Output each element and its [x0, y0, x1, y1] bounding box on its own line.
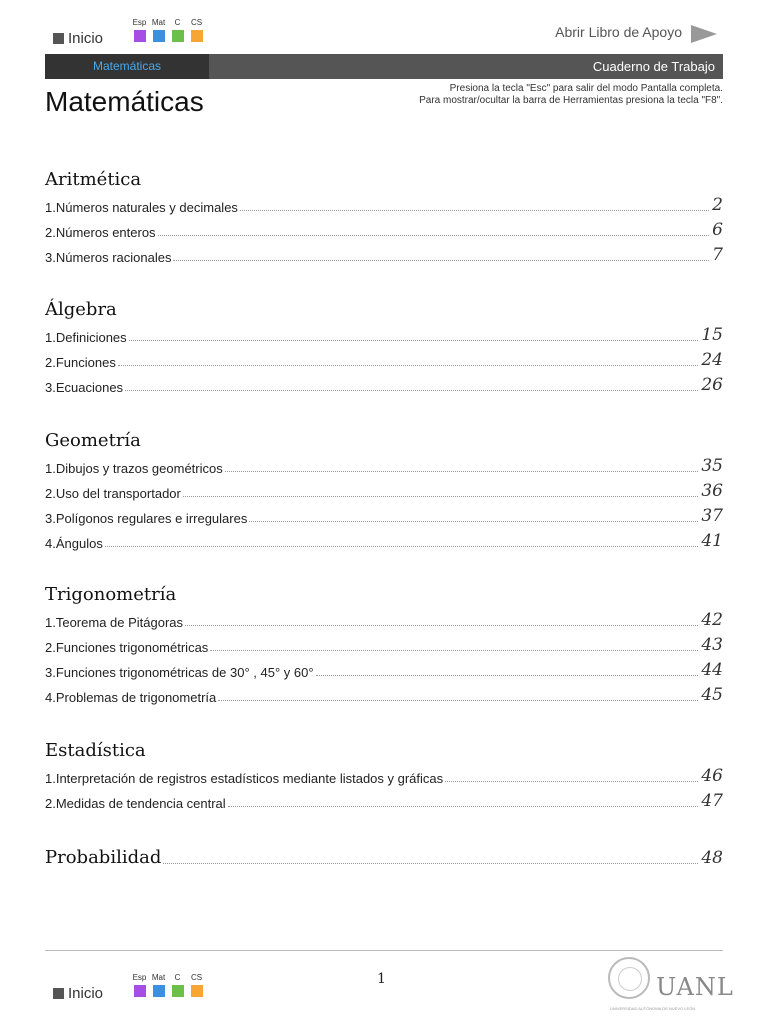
toc-item-label: 3.Números racionales	[45, 250, 172, 265]
toc-item[interactable]	[45, 531, 723, 551]
toc-item[interactable]	[45, 635, 723, 655]
section-heading: Álgebra	[45, 299, 117, 320]
subject-mat[interactable]	[149, 972, 168, 997]
dotted-leader	[118, 365, 699, 366]
dotted-leader	[105, 546, 699, 547]
subject-color-box	[172, 985, 184, 997]
nav-bar	[45, 54, 723, 79]
subject-abbr: C	[174, 18, 181, 27]
page-number: 1	[377, 971, 386, 987]
hint-esc: Presiona la tecla "Esc" para salir del modo Pantalla completa.	[449, 83, 723, 94]
toc-item-page: 42	[701, 610, 723, 630]
dotted-leader	[185, 625, 698, 626]
toc-item-page: 35	[701, 456, 723, 476]
subject-c[interactable]	[168, 17, 187, 42]
toc-item-page: 2	[712, 195, 723, 215]
section-heading: Geometría	[45, 430, 141, 451]
dotted-leader	[163, 863, 698, 864]
toc-item-page: 41	[701, 531, 723, 551]
toc-item-label: 3.Polígonos regulares e irregulares	[45, 511, 248, 526]
toc-item-page: 46	[701, 766, 723, 786]
dotted-leader	[445, 781, 698, 782]
subject-abbr: Mat	[151, 973, 166, 982]
toc-item-page: 45	[701, 685, 723, 705]
top-toolbar	[0, 0, 768, 52]
toc-item[interactable]	[45, 506, 723, 526]
subject-abbr: CS	[190, 973, 203, 982]
subject-cs[interactable]	[187, 17, 206, 42]
subject-color-box	[191, 30, 203, 42]
toc-item-page: 24	[701, 350, 723, 370]
dotted-leader	[240, 210, 709, 211]
dotted-leader	[228, 806, 699, 807]
dotted-leader	[125, 390, 698, 391]
subject-color-box	[134, 985, 146, 997]
toc-item-page: 47	[701, 791, 723, 811]
toc-item[interactable]	[45, 325, 723, 345]
section-heading: Aritmética	[45, 169, 142, 190]
section-heading: Estadística	[45, 740, 146, 761]
home-square-icon	[53, 33, 64, 44]
tab-matematicas[interactable]: Matemáticas	[45, 54, 209, 79]
subject-color-box	[153, 30, 165, 42]
subject-color-box	[134, 30, 146, 42]
toc-item-label: 2.Funciones	[45, 355, 116, 370]
toc-item-page: 43	[701, 635, 723, 655]
subject-c[interactable]	[168, 972, 187, 997]
open-book-link[interactable]: Abrir Libro de Apoyo	[555, 24, 682, 40]
toc-item[interactable]	[45, 350, 723, 370]
dotted-leader	[183, 496, 699, 497]
footer-subject-selector	[130, 972, 206, 997]
uanl-logo	[608, 957, 734, 1015]
section-heading: Trigonometría	[45, 584, 177, 605]
toc-item[interactable]	[45, 766, 723, 786]
subject-abbr: C	[174, 973, 181, 982]
dotted-leader	[218, 700, 698, 701]
subject-abbr: CS	[190, 18, 203, 27]
toc-item[interactable]	[45, 481, 723, 501]
dotted-leader	[225, 471, 699, 472]
dotted-leader	[249, 521, 698, 522]
toc-item-label: 2.Medidas de tendencia central	[45, 796, 226, 811]
dotted-leader	[316, 675, 699, 676]
home-link[interactable]	[53, 30, 103, 47]
toc-item-label: 1.Teorema de Pitágoras	[45, 615, 184, 630]
toc-item-label: 2.Funciones trigonométricas	[45, 640, 209, 655]
subject-mat[interactable]	[149, 17, 168, 42]
page-title: Matemáticas	[45, 86, 204, 117]
toc-item-page: 37	[701, 506, 723, 526]
toc-item-label: 1.Números naturales y decimales	[45, 200, 238, 215]
subject-cs[interactable]	[187, 972, 206, 997]
footer-home-link[interactable]	[53, 985, 103, 1002]
hint-f8: Para mostrar/ocultar la barra de Herramientas presiona la tecla "F8".	[419, 95, 723, 106]
toc-item[interactable]	[45, 685, 723, 705]
home-label: Inicio	[68, 30, 104, 47]
toc-item[interactable]	[45, 245, 723, 265]
toc-item[interactable]	[45, 220, 723, 240]
dotted-leader	[129, 340, 699, 341]
toc-item[interactable]	[45, 375, 723, 395]
subject-color-box	[191, 985, 203, 997]
subject-color-box	[172, 30, 184, 42]
subject-abbr: Esp	[132, 18, 147, 27]
toc-item-label: 1.Dibujos y trazos geométricos	[45, 461, 223, 476]
toc-item-probabilidad[interactable]	[45, 846, 723, 868]
home-square-icon	[53, 988, 64, 999]
toc-item[interactable]	[45, 195, 723, 215]
toc-item-page: 7	[712, 245, 723, 265]
home-label: Inicio	[68, 985, 104, 1002]
logo-text: UANL	[656, 973, 734, 1001]
university-seal-icon	[608, 957, 650, 999]
toc-item-label: 3.Funciones trigonométricas de 30° , 45° y 60°	[45, 665, 314, 680]
keyboard-hints	[419, 83, 723, 107]
toc-item[interactable]	[45, 791, 723, 811]
toc-item-label: 4.Problemas de trigonometría	[45, 690, 217, 705]
toc-item-page: 6	[712, 220, 723, 240]
subject-esp[interactable]	[130, 17, 149, 42]
workbook-label: Cuaderno de Trabajo	[592, 59, 715, 74]
toc-item-page: 36	[701, 481, 723, 501]
toc-item-label: 3.Ecuaciones	[45, 380, 124, 395]
dotted-leader	[158, 235, 710, 236]
toc-item[interactable]	[45, 456, 723, 476]
subject-selector	[130, 17, 206, 42]
toc-item[interactable]	[45, 610, 723, 630]
subject-abbr: Mat	[151, 18, 166, 27]
subject-esp[interactable]	[130, 972, 149, 997]
toc-item-label: Probabilidad	[45, 847, 162, 868]
toc-item[interactable]	[45, 660, 723, 680]
toc-item-page: 48	[701, 848, 723, 868]
toc-item-label: 1.Definiciones	[45, 330, 127, 345]
toc-item-label: 4.Ángulos	[45, 536, 103, 551]
toc-item-page: 26	[701, 375, 723, 395]
dotted-leader	[173, 260, 709, 261]
play-arrow-icon[interactable]	[691, 25, 717, 43]
toc-item-page: 44	[701, 660, 723, 680]
dotted-leader	[210, 650, 698, 651]
logo-subtext: UNIVERSIDAD AUTÓNOMA DE NUEVO LEÓN	[610, 1006, 696, 1011]
toc-item-label: 2.Números enteros	[45, 225, 156, 240]
toc-item-page: 15	[701, 325, 723, 345]
subject-abbr: Esp	[132, 973, 147, 982]
footer-divider	[45, 950, 723, 951]
subject-color-box	[153, 985, 165, 997]
toc-item-label: 1.Interpretación de registros estadísticos mediante listados y gráficas	[45, 771, 444, 786]
toc-item-label: 2.Uso del transportador	[45, 486, 181, 501]
